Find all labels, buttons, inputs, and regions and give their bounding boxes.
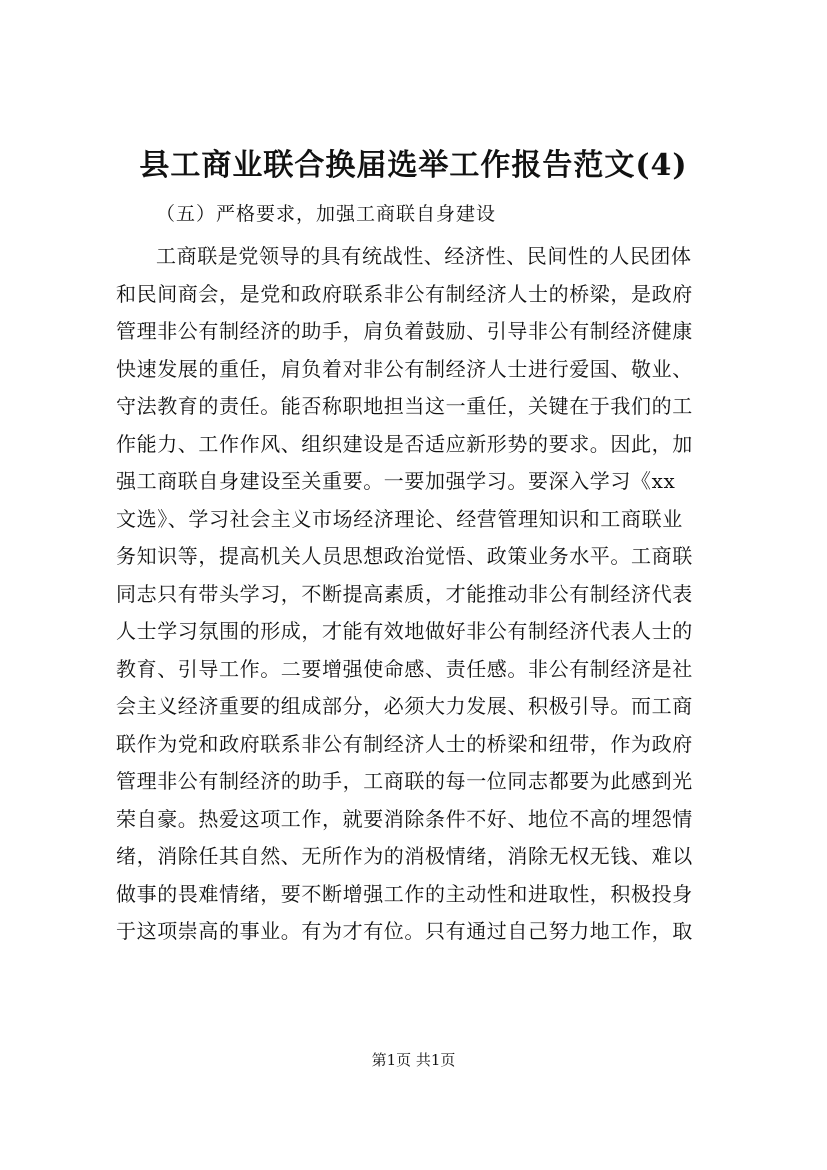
body-text	[116, 238, 716, 951]
page-footer: 第1页 共1页	[371, 1051, 456, 1069]
body-line: 人士学习氛围的形成，才能有效地做好非公有制经济代表人士的	[116, 619, 693, 643]
body-line: 守法教育的责任。能否称职地担当这一重任，关键在于我们的工	[116, 394, 693, 418]
body-line: 做事的畏难情绪，要不断增强工作的主动性和进取性，积极投身	[116, 881, 693, 906]
body-line: 会主义经济重要的组成部分，必须大力发展、积极引导。而工商	[116, 694, 693, 718]
body-line: 作能力、工作作风、组织建设是否适应新形势的要求。因此，加	[116, 431, 693, 456]
body-line: 强工商联自身建设至关重要。一要加强学习。要深入学习《xx	[116, 469, 676, 493]
body-line: 快速发展的重任，肩负着对非公有制经济人士进行爱国、敬业、	[116, 356, 693, 381]
document-title: 县工商业联合换届选举工作报告范文(4)	[139, 148, 688, 183]
body-line: 和民间商会，是党和政府联系非公有制经济人士的桥梁，是政府	[116, 281, 693, 306]
body-line: 荣自豪。热爱这项工作，就要消除条件不好、地位不高的埋怨情	[116, 806, 693, 831]
section-heading: （五）严格要求，加强工商联自身建设	[156, 203, 497, 225]
body-line: 联作为党和政府联系非公有制经济人士的桥梁和纽带，作为政府	[116, 731, 693, 756]
body-line: 绪，消除任其自然、无所作为的消极情绪，消除无权无钱、难以	[116, 844, 693, 868]
body-line: 工商联是党领导的具有统战性、经济性、民间性的人民团体	[156, 244, 692, 268]
body-line: 同志只有带头学习，不断提高素质，才能推动非公有制经济代表	[116, 581, 693, 606]
body-line: 于这项崇高的事业。有为才有位。只有通过自己努力地工作，取	[116, 919, 693, 943]
body-line: 务知识等，提高机关人员思想政治觉悟、政策业务水平。工商联	[116, 544, 693, 568]
body-line: 管理非公有制经济的助手，工商联的每一位同志都要为此感到光	[116, 769, 693, 793]
body-line: 教育、引导工作。二要增强使命感、责任感。非公有制经济是社	[116, 656, 693, 681]
body-line: 管理非公有制经济的助手，肩负着鼓励、引导非公有制经济健康	[116, 319, 693, 343]
body-line: 文选》、学习社会主义市场经济理论、经营管理知识和工商联业	[116, 506, 683, 531]
